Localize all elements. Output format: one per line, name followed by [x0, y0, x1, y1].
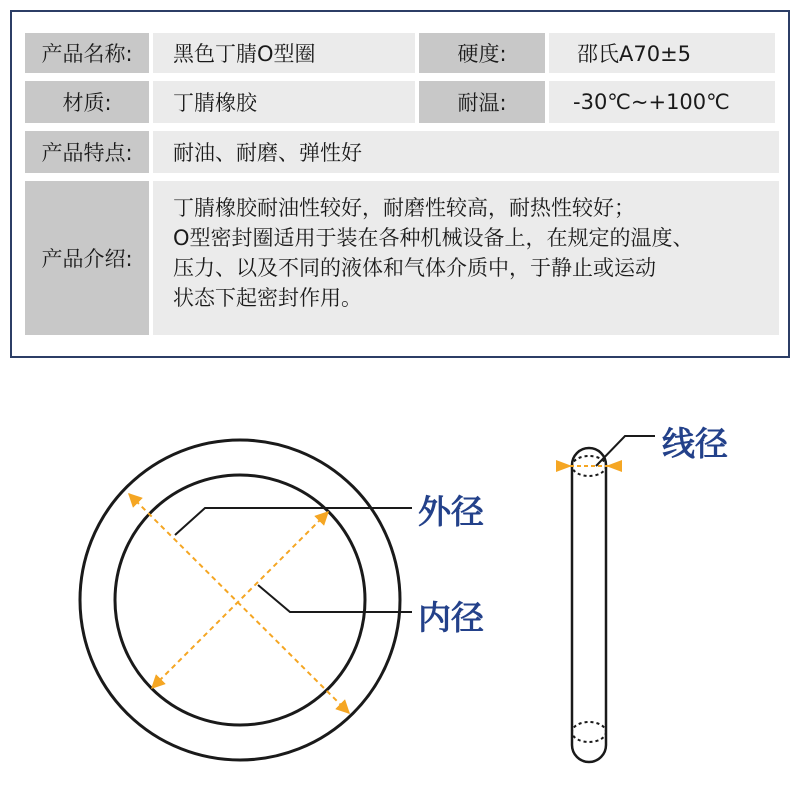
introduction-label: 产品介绍: — [25, 181, 149, 335]
features-value: 耐油、耐磨、弹性好 — [153, 131, 779, 173]
spec-row-introduction — [25, 181, 779, 335]
side-view-top-cap — [572, 448, 606, 465]
material-label: 材质: — [25, 81, 149, 123]
outer-diameter-label: 外径 — [418, 492, 484, 531]
inner-diameter-label: 内径 — [418, 598, 484, 637]
outer-diameter-leader — [175, 508, 412, 535]
introduction-line-2: O型密封圈适用于装在各种机械设备上，在规定的温度、 — [173, 226, 694, 250]
spec-row-features — [25, 131, 779, 173]
hardness-label: 硬度: — [419, 33, 545, 73]
product-name-value: 黑色丁腈O型圈 — [153, 33, 415, 73]
outer-ring-circle — [80, 440, 400, 760]
side-view-bottom-cap — [572, 745, 606, 762]
introduction-line-4: 状态下起密封作用。 — [173, 286, 362, 310]
material-value: 丁腈橡胶 — [153, 81, 415, 123]
outer-diameter-line — [129, 494, 349, 713]
inner-diameter-leader — [258, 585, 412, 612]
temperature-value: -30℃~+100℃ — [549, 81, 775, 123]
introduction-line-1: 丁腈橡胶耐油性较好，耐磨性较高，耐热性较好； — [173, 196, 635, 220]
wire-diameter-arrow-left — [556, 460, 572, 472]
spec-row-material-temperature — [25, 81, 775, 123]
introduction-line-3: 压力、以及不同的液体和气体介质中，于静止或运动 — [173, 256, 656, 280]
inner-diameter-line — [152, 512, 328, 688]
product-name-label: 产品名称: — [25, 33, 149, 73]
features-label: 产品特点: — [25, 131, 149, 173]
introduction-text — [153, 181, 779, 335]
side-view-bottom-section — [572, 722, 606, 742]
wire-diameter-arrow-right — [606, 460, 622, 472]
o-ring-diagram — [0, 370, 800, 800]
hardness-value: 邵氏A70±5 — [549, 33, 775, 73]
wire-diameter-label: 线径 — [662, 424, 728, 463]
temperature-label: 耐温: — [419, 81, 545, 123]
spec-row-name-hardness — [25, 33, 775, 73]
spec-table — [10, 10, 790, 358]
